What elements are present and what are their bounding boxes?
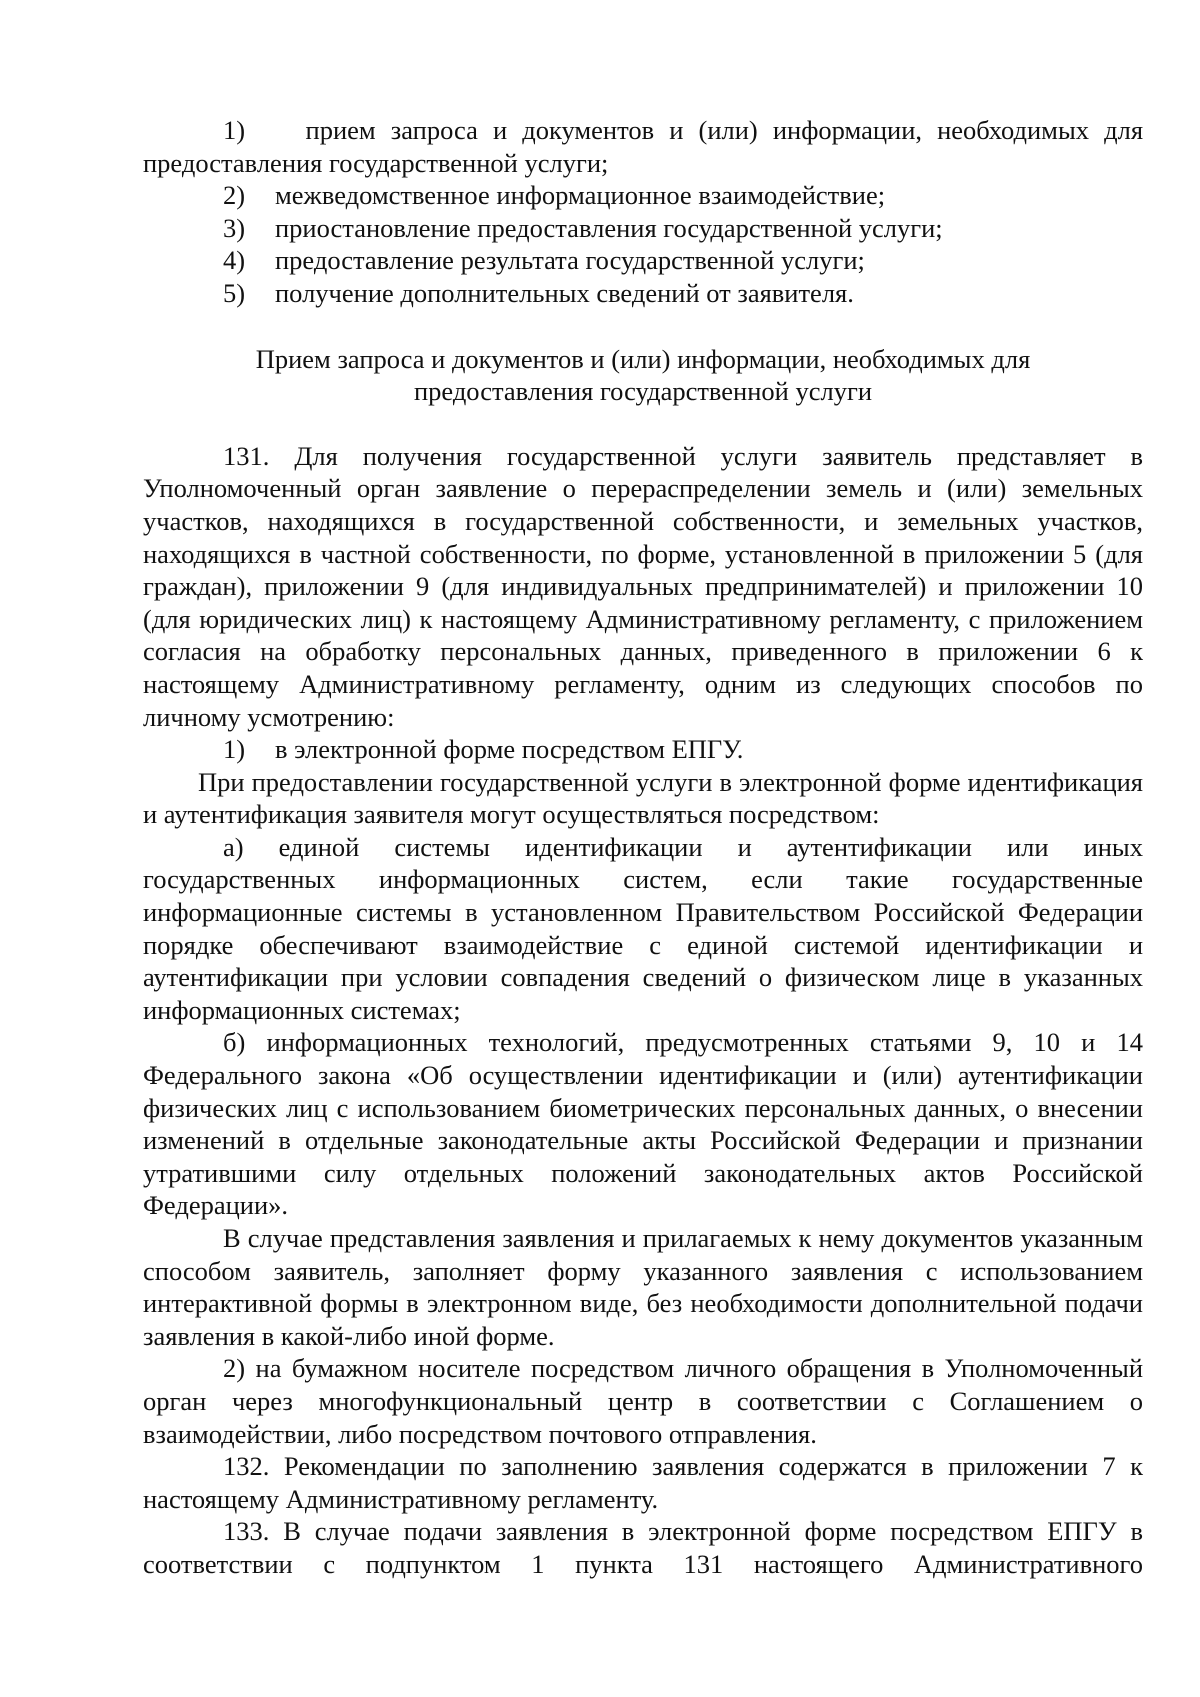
document-page: [143, 114, 1143, 1581]
heading-line-1: Прием запроса и документов и (или) информации, необходимых для: [255, 343, 1031, 374]
list-item: [143, 277, 1143, 310]
section-heading: [143, 343, 1143, 408]
paragraph-133: 133. В случае подачи заявления в электронной форме посредством ЕПГУ в соответствии с подпунктом 1 пункта 131 настоящего Административного: [143, 1516, 1143, 1579]
heading-line-2: предоставления государственной услуги: [413, 376, 873, 407]
list-item: [143, 179, 1143, 212]
list-number: 3): [223, 212, 246, 243]
paragraph-a: а) единой системы идентификации и аутентификации или иных государственных информационных систем, если такие государственные информационные системы в установленном Правительством Российской Федерации порядке обеспечивают взаимодействие с единой системой идентификации и аутентификации при условии совпадения сведений о физическом лице в указанных информационных системах;: [143, 831, 1143, 1025]
list-number: 1): [223, 115, 246, 145]
list-text: приостановление предоставления государственной услуги;: [275, 212, 943, 243]
list-number: 2): [223, 180, 246, 211]
list-number: 4): [223, 245, 246, 276]
list-item: [143, 114, 1143, 179]
list-item: [143, 733, 1143, 766]
paragraph-132: 132. Рекомендации по заполнению заявления содержатся в приложении 7 к настоящему Административному регламенту.: [143, 1451, 1143, 1514]
paragraph-131: 131. Для получения государственной услуги заявитель представляет в Уполномоченный орган заявление о перераспределении земель и (или) земельных участков, находящихся в государственной собственности, и земельных участков, находящихся в частной собственности, по форме, установленной в приложении 5 (для граждан), приложении 9 (для индивидуальных предпринимателей) и приложении 10 (для юридических лиц) к настоящему Административному регламенту, с приложением согласия на обработку персональных данных, приведенного в приложении 6 к настоящему Административному регламенту, одним из следующих способов по личному усмотрению:: [143, 440, 1143, 732]
list-number: 5): [223, 277, 246, 308]
list-text: получение дополнительных сведений от заявителя.: [275, 277, 854, 308]
list-item: [143, 244, 1143, 277]
paragraph-identification: При предоставлении государственной услуги в электронной форме идентификация и аутентификация заявителя могут осуществляться посредством:: [143, 766, 1143, 830]
list-number: 1): [223, 734, 246, 765]
list-item: [143, 212, 1143, 245]
list-text: межведомственное информационное взаимодействие;: [275, 180, 886, 211]
paragraph-b: б) информационных технологий, предусмотренных статьями 9, 10 и 14 Федерального закона «Об осуществлении идентификации и (или) аутентификации физических лиц с использованием биометрических персональных данных, о внесении изменений в отдельные законодательные акты Российской Федерации и признании утратившими силу отдельных положений законодательных актов Российской Федерации».: [143, 1027, 1143, 1221]
list-text: прием запроса и документов и (или) информации, необходимых для предоставления государственной услуги;: [143, 115, 1144, 178]
list-text: в электронной форме посредством ЕПГУ.: [275, 734, 744, 765]
paragraph-case: В случае представления заявления и прилагаемых к нему документов указанным способом заявитель, заполняет форму указанного заявления с использованием интерактивной формы в электронном виде, без необходимости дополнительной подачи заявления в какой-либо иной форме.: [143, 1223, 1143, 1351]
paragraph-2: 2) на бумажном носителе посредством личного обращения в Уполномоченный орган через многофункциональный центр в соответствии с Соглашением о взаимодействии, либо посредством почтового отправления.: [143, 1353, 1143, 1449]
list-text: предоставление результата государственной услуги;: [275, 245, 865, 276]
